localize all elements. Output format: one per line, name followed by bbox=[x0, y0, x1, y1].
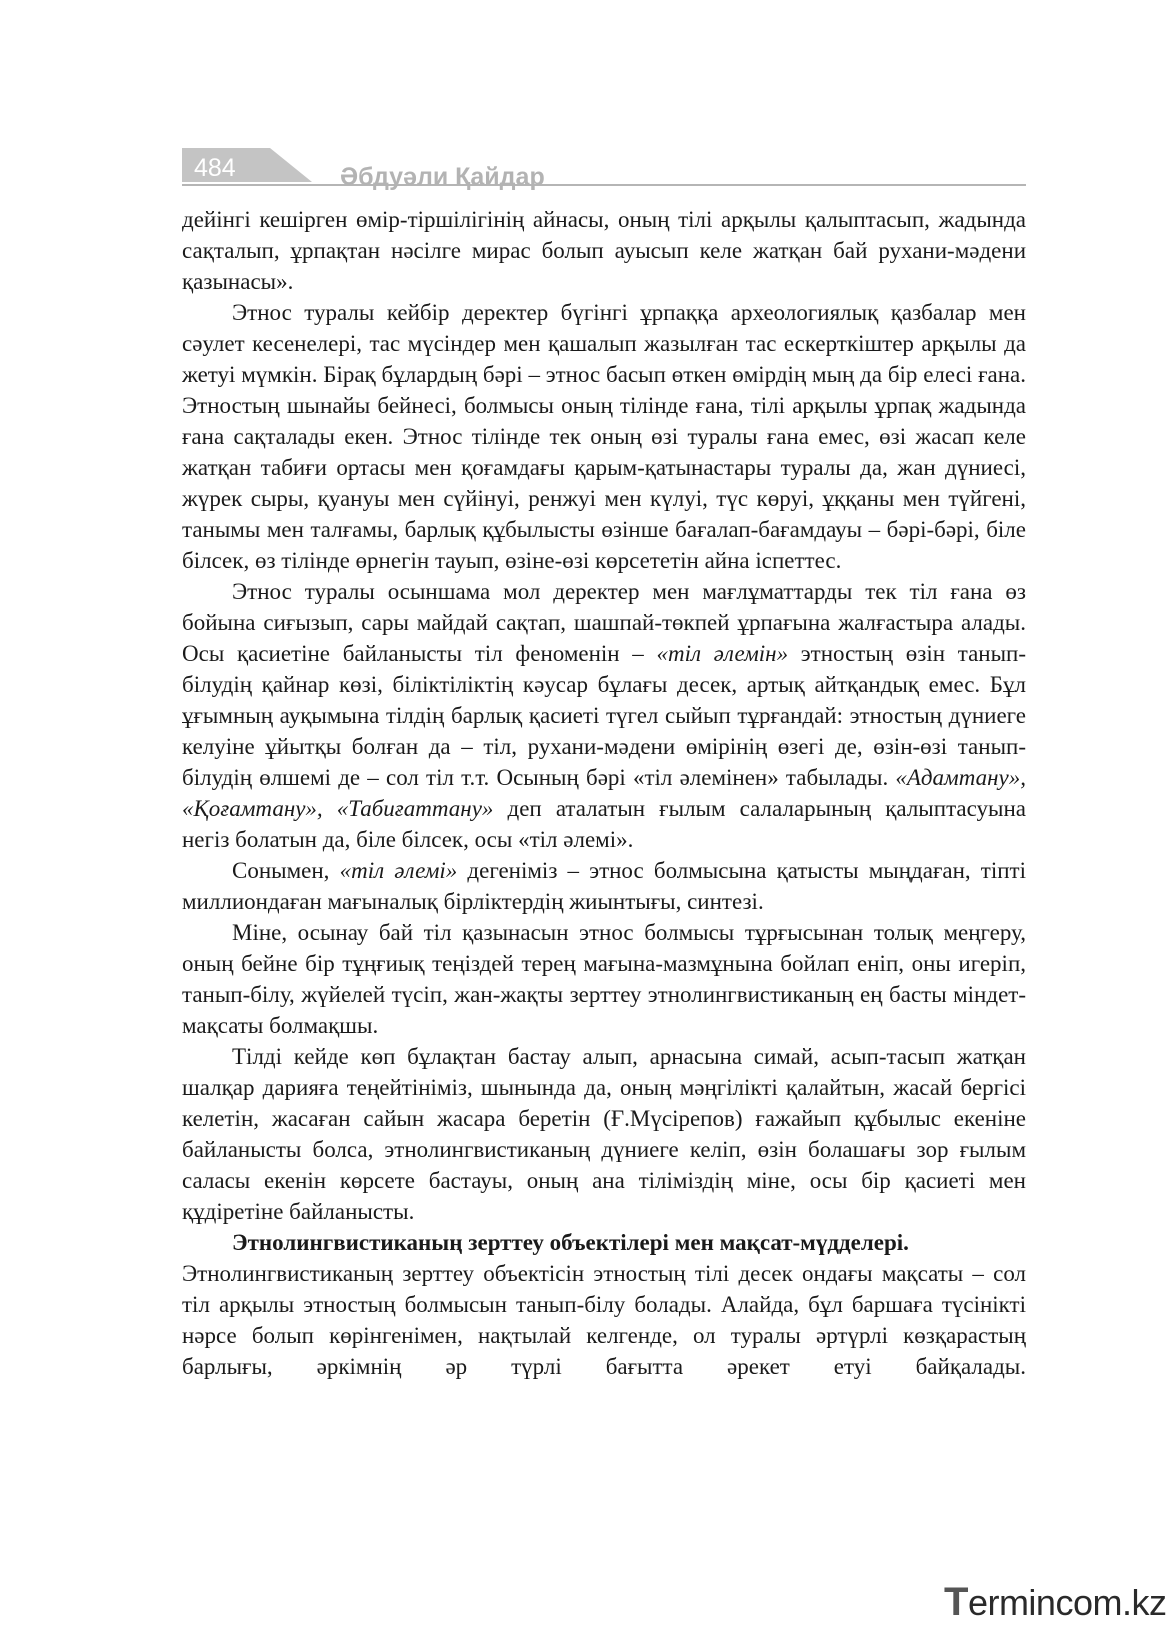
paragraph-text: Тілді кейде көп бұлақтан бастау алып, арнасына симай, асып-тасып жатқан шалқар дарияға теңейтініміз, шынында да, оның мәңгілікті қалайтын, жасай бергісі келетін, жасаған сайын жасара беретін (Ғ.Мүсірепов) ғажайып құбылыс екеніне байланысты болса, этнолингвистиканың дүниеге келіп, өзін болашағы зор ғылым саласы екенін көрсете бастауы, оның ана тіліміздің міне, осы бір қасиеті мен құдіретіне байланысты. bbox=[182, 1044, 1026, 1224]
page-header bbox=[182, 148, 1026, 194]
paragraph-text: Этнос туралы осыншама мол деректер мен мағлұматтарды тек тіл ғана өз бойына сиғызып, сары майдай сақтап, шашпай-төкпей ұрпағына жалғастыра алады. Осы қасиетіне байланысты тіл феноменін – bbox=[182, 579, 1026, 666]
paragraph bbox=[182, 1041, 1026, 1227]
paragraph-text: дегеніміз – этнос болмысына қатысты мыңдаған, тіпті миллиондаған мағыналық бірліктердің жиынтығы, синтезі. bbox=[182, 858, 1026, 914]
italic-term: «тіл әлемі» bbox=[339, 858, 458, 883]
paragraph bbox=[182, 1258, 1026, 1382]
italic-term: «тіл әлемін» bbox=[656, 641, 789, 666]
paragraph-text: Міне, осынау бай тіл қазынасын этнос болмысы тұрғысынан толық меңгеру, оның бейне бір тұңғиық теңіздей терең мағына-мазмұнына бойлап еніп, оны игеріп, танып-білу, жүйелей түсіп, жан-жақты зерттеу этнолингвистиканың ең басты міндет-мақсаты болмақшы. bbox=[182, 920, 1026, 1038]
italic-term: «Адамтану», «Қоғамтану», «Табиғаттану» bbox=[182, 765, 1026, 821]
watermark-text: erminc bbox=[967, 1582, 1073, 1623]
paragraph bbox=[182, 1227, 1026, 1258]
paragraph bbox=[182, 917, 1026, 1041]
watermark-text: m.kz bbox=[1092, 1582, 1167, 1623]
paragraph bbox=[182, 297, 1026, 576]
body-text bbox=[182, 204, 1026, 1382]
page-number: 484 bbox=[194, 154, 236, 182]
paragraph bbox=[182, 855, 1026, 917]
watermark-logo bbox=[944, 1580, 1167, 1625]
paragraph-text: Сонымен, bbox=[232, 858, 340, 883]
paragraph bbox=[182, 576, 1026, 855]
paragraph bbox=[182, 204, 1026, 297]
paragraph-text: Этнолингвистиканың зерттеу объектісін этностың тілі десек ондағы мақсаты – сол тіл арқылы этностың болмысын танып-білу болады. Алайда, бұл баршаға түсінікті нәрсе болып көрінгенімен, нақтылай келгенде, ол туралы әртүрлі көзқарастың барлығы, әркімнің әр түрлі бағытта әрекет етуі байқалады. bbox=[182, 1261, 1026, 1379]
paragraph-text: Этнос туралы кейбір деректер бүгінгі ұрпаққа археологиялық қазбалар мен сәулет кесенелері, тас мүсіндер мен қашалып жазылған тас ескерткіштер арқылы да жетуі мүмкін. Бірақ бұлардың бәрі – этнос басып өткен өмірдің мың да бір елесі ғана. Этностың шынайы бейнесі, болмысы оның тілінде ғана, тілі арқылы ұрпақ жадында ғана сақталады екен. Этнос тілінде тек оның өзі туралы ғана емес, өзі жасап келе жатқан табиғи ортасы мен қоғамдағы қарым-қатынастары туралы да, жан дүниесі, жүрек сыры, қуануы мен сүйінуі, ренжуі мен күлуі, түс көруі, ұққаны мен түйгені, танымы мен талғамы, барлық құбылысты өзінше бағалап-бағамдауы – бәрі-бәрі, біле білсек, өз тілінде өрнегін тауып, өзіне-өзі көрсететін айна іспеттес. bbox=[182, 300, 1026, 573]
paragraph-text: этностың өзін танып-білудің қайнар көзі, біліктіліктің кәусар бұлағы десек, артық айтқандық емес. Бұл ұғымның ауқымына тілдің барлық қасиеті түгел сыйып тұрғандай: этностың дүниеге келуіне ұйытқы болған да – тіл, рухани-мәдени өмірінің өзегі де, өзін-өзі танып-білудің өлшемі де – сол тіл т.т. Осының бәрі «тіл әлемінен» табылады. bbox=[182, 641, 1027, 790]
section-heading: Этнолингвистиканың зерттеу объектілері мен мақсат-мүдделері. bbox=[232, 1230, 909, 1255]
running-head-author: Әбдуәли Қайдар bbox=[340, 163, 545, 191]
watermark-letter: T bbox=[944, 1580, 968, 1624]
paragraph-text: дейінгі кешірген өмір-тіршілігінің айнасы, оның тілі арқылы қалыптасып, жадында сақталып, ұрпақтан нәсілге мирас болып ауысып келе жатқан бай рухани-мәдени қазынасы». bbox=[182, 207, 1026, 294]
watermark-o-icon: o bbox=[1072, 1582, 1093, 1623]
paragraph-text: деп аталатын ғылым салаларының қалыптасуына негіз болатын да, біле білсек, осы «тіл әлемі». bbox=[182, 796, 1026, 852]
header-graphic bbox=[182, 148, 1026, 194]
